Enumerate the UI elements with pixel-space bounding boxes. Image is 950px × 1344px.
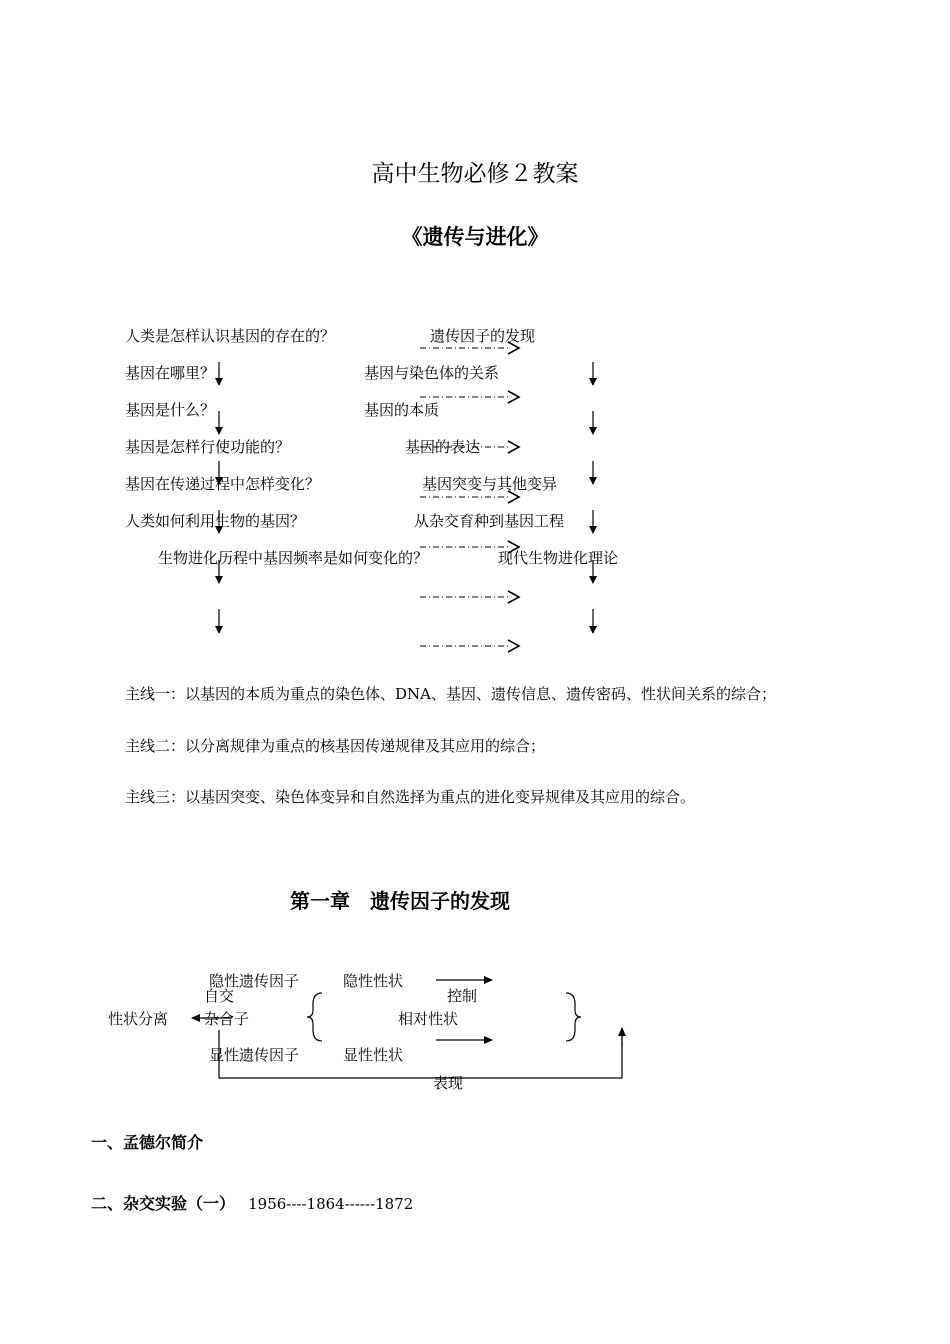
chapter-title: 第一章 遗传因子的发现 <box>290 889 510 913</box>
expression-loop-line <box>219 1030 622 1078</box>
section-2-dates: 1956----1864------1872 <box>248 1195 414 1213</box>
mainline-2: 主线二：以分离规律为重点的核基因传递规律及其应用的综合； <box>125 737 546 755</box>
heterozygote-label: 杂合子 <box>204 1010 250 1028</box>
relative-traits-label: 相对性状 <box>398 1010 459 1028</box>
question-3: 基因是什么？ <box>125 401 216 419</box>
document-subtitle: 《遗传与进化》 <box>401 224 549 249</box>
question-5: 基因在传递过程中怎样变化？ <box>125 475 321 493</box>
question-7: 生物进化历程中基因频率是如何变化的？ <box>158 549 429 567</box>
topic-3: 基因的本质 <box>364 401 440 419</box>
segregation-label: 性状分离 <box>108 1010 169 1028</box>
control-label: 控制 <box>447 987 478 1005</box>
question-1: 人类是怎样认识基因的存在的？ <box>125 327 336 345</box>
recessive-trait-label: 隐性性状 <box>343 972 404 990</box>
mainline-3: 主线三：以基因突变、染色体变异和自然选择为重点的进化变异规律及其应用的综合。 <box>125 788 696 806</box>
topic-5: 基因突变与其他变异 <box>422 475 558 493</box>
question-6: 人类如何利用生物的基因？ <box>125 512 306 530</box>
topic-1: 遗传因子的发现 <box>430 327 536 345</box>
self-cross-label: 自交 <box>204 987 235 1005</box>
dominant-factor-label: 显性遗传因子 <box>209 1046 300 1064</box>
left-brace-icon <box>307 993 322 1041</box>
question-4: 基因是怎样行使功能的？ <box>125 438 291 456</box>
dominant-trait-label: 显性性状 <box>343 1046 404 1064</box>
topic-7: 现代生物进化理论 <box>498 549 619 567</box>
topic-4: 基因的表达 <box>405 438 481 456</box>
right-brace-icon <box>566 993 581 1041</box>
topic-6: 从杂交育种到基因工程 <box>414 512 565 530</box>
question-2: 基因在哪里？ <box>125 364 216 382</box>
recessive-factor-label: 隐性遗传因子 <box>209 972 300 990</box>
section-2-heading: 二、杂交实验（一） <box>91 1194 236 1213</box>
section-1-heading: 一、孟德尔简介 <box>91 1133 204 1152</box>
mainline-1: 主线一：以基因的本质为重点的染色体、DNA、基因、遗传信息、遗传密码、性状间关系的综合； <box>125 685 776 703</box>
expression-label: 表现 <box>433 1074 464 1092</box>
section-2-row <box>91 1194 413 1214</box>
document-title: 高中生物必修２教案 <box>371 161 579 187</box>
topic-2: 基因与染色体的关系 <box>364 364 500 382</box>
